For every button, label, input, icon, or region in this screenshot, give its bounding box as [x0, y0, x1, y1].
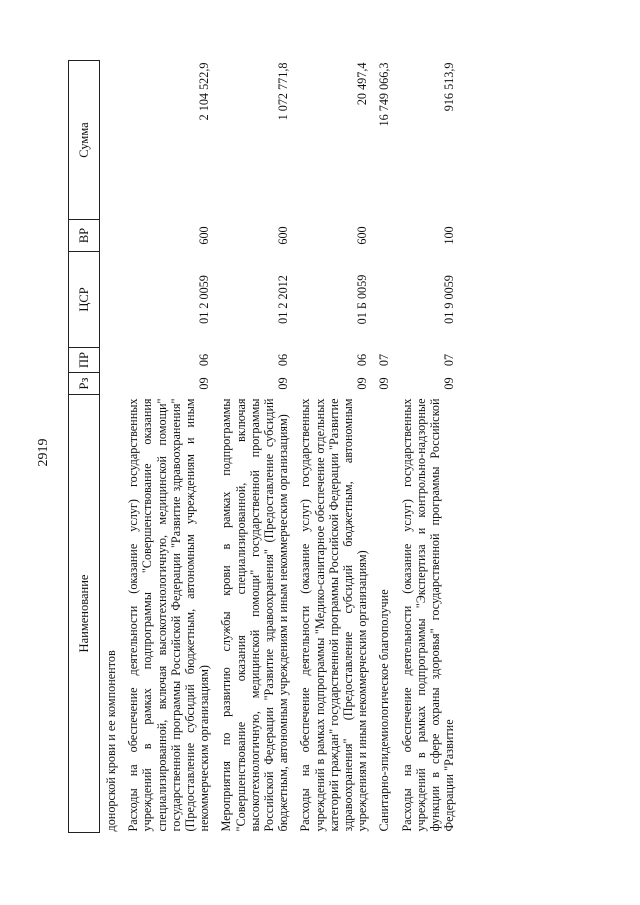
header-vr: ВР — [69, 220, 100, 252]
table-row — [394, 61, 459, 833]
row-csr: 01 9 0059 — [442, 275, 457, 324]
table-header-row — [69, 61, 100, 833]
row-name: Санитарно-эпидемиологическое благополучие — [377, 589, 392, 832]
row-csr — [100, 252, 121, 348]
row-rz: 09 — [355, 377, 370, 390]
row-sum: 916 513,9 — [442, 62, 457, 112]
row-vr — [371, 220, 393, 252]
row-vr: 600 — [197, 226, 212, 245]
row-name: Расходы на обеспечение деятельности (оказание услуг) государственных учреждений в рамках подпрограммы "Совершенствование оказания специализированной, включая высокотехнологичную, медицинской помощи" государственной программы Российской Федерации "Развитие здравоохранения" (Предоставление субсидий бюджетным, автономным учреждениям и иным некоммерческим организациям) — [126, 398, 212, 832]
table-row — [213, 61, 292, 833]
budget-table — [68, 60, 458, 833]
row-rz: 09 — [442, 377, 457, 390]
row-pr: 07 — [442, 353, 457, 367]
row-vr: 600 — [355, 226, 370, 245]
row-sum: 1 072 771,8 — [276, 62, 291, 121]
header-sum: Сумма — [69, 61, 100, 220]
header-rz: Рз — [69, 373, 100, 395]
header-name: Наименование — [69, 395, 100, 833]
row-sum: 20 497,4 — [355, 62, 370, 106]
row-name: донорской крови и ее компонентов — [104, 650, 118, 832]
row-pr: 06 — [276, 353, 291, 367]
table-row — [292, 61, 371, 833]
row-sum: 16 749 066,3 — [377, 62, 392, 127]
row-rz: 09 — [276, 377, 291, 390]
row-rz: 09 — [197, 377, 212, 390]
header-csr: ЦСР — [69, 252, 100, 348]
row-csr: 01 Б 0059 — [355, 274, 370, 325]
header-pr: ПР — [69, 348, 100, 373]
row-vr: 600 — [276, 226, 291, 245]
row-vr — [100, 220, 121, 252]
row-name: Мероприятия по развитию службы крови в рамках подпрограммы "Совершенствование оказания специализированной, включая высокотехнологичную, медицинской помощи" государственной программы Российской Федерации "Развитие здравоохранения" (Предоставление субсидий бюджетным, автономным учреждениям и иным некоммерческим организациям) — [219, 398, 291, 832]
page-number: 2919 — [36, 438, 51, 467]
row-sum — [100, 61, 121, 220]
table-row — [100, 61, 121, 833]
row-pr: 07 — [377, 353, 392, 367]
row-pr: 06 — [355, 353, 370, 367]
row-name: Расходы на обеспечение деятельности (оказание услуг) государственных учреждений в рамках подпрограммы "Медико-санитарное обеспечение отдельных категорий граждан" государственной программы Российской Федерации "Развитие здравоохранения" (Предоставление субсидий бюджетным, автономным учреждениям и иным некоммерческим организациям) — [298, 398, 370, 832]
row-csr: 01 2 0059 — [197, 275, 212, 324]
row-csr — [371, 252, 393, 348]
row-pr — [100, 348, 121, 373]
table-row — [371, 61, 393, 833]
row-vr: 100 — [442, 226, 457, 245]
row-rz: 09 — [377, 377, 392, 390]
row-name: Расходы на обеспечение деятельности (оказание услуг) государственных учреждений в рамках подпрограммы "Экспертиза и контрольно-надзорные функции в сфере охраны здоровья" государственной программы Российской Федерации "Развитие — [399, 398, 457, 832]
row-csr: 01 2 2012 — [276, 275, 291, 324]
table-row — [120, 61, 213, 833]
row-sum: 2 104 522,9 — [197, 62, 212, 121]
row-pr: 06 — [197, 353, 212, 367]
row-rz — [100, 373, 121, 395]
